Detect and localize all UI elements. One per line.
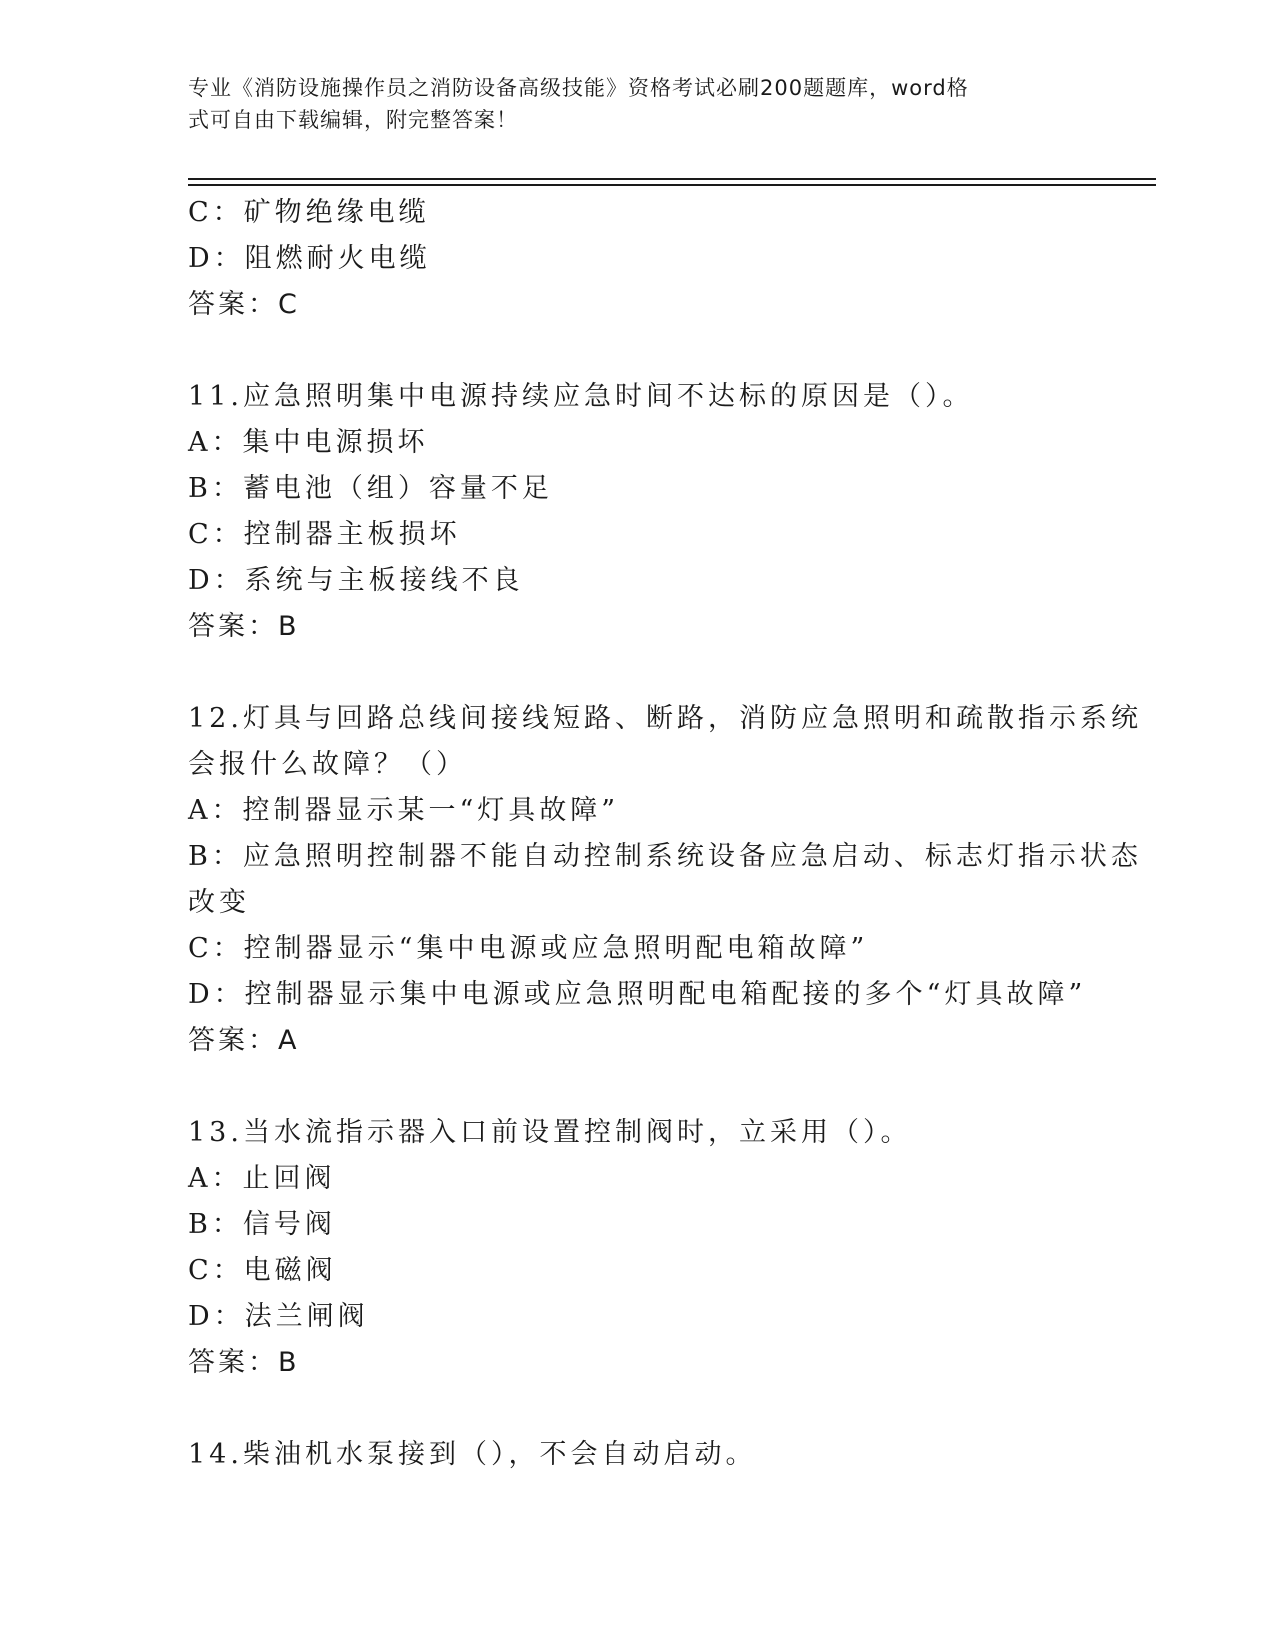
- option-c: C：控制器主板损坏: [188, 519, 461, 550]
- document-header: [188, 72, 1068, 136]
- answer: 答案：C: [188, 289, 300, 320]
- option-b: B：蓄电池（组）容量不足: [188, 473, 553, 504]
- header-line-2: 式可自由下载编辑，附完整答案！: [188, 108, 518, 132]
- option-c: C：电磁阀: [188, 1255, 337, 1286]
- question-text-line-1: 12.灯具与回路总线间接线短路、断路，消防应急照明和疏散指示系统: [188, 703, 1142, 734]
- question-text: 11.应急照明集中电源持续应急时间不达标的原因是（）。: [188, 381, 974, 412]
- question-13: [188, 1110, 1088, 1386]
- answer: 答案：B: [188, 611, 300, 642]
- spacer: [188, 1064, 1088, 1110]
- option-d: D：法兰闸阀: [188, 1301, 369, 1332]
- header-divider-bottom: [188, 184, 1156, 186]
- question-text-line-2: 会报什么故障？（）: [188, 749, 467, 780]
- answer: 答案：B: [188, 1347, 300, 1378]
- option-a: A：控制器显示某一“灯具故障”: [188, 795, 620, 826]
- option-a: A：止回阀: [188, 1163, 336, 1194]
- spacer: [188, 328, 1088, 374]
- option-d: D：系统与主板接线不良: [188, 565, 524, 596]
- answer: 答案：A: [188, 1025, 300, 1056]
- question-text: 14.柴油机水泵接到（），不会自动启动。: [188, 1439, 757, 1470]
- question-12: [188, 696, 1142, 1064]
- question-list: [188, 190, 1142, 1478]
- spacer: [188, 650, 1088, 696]
- question-14: [188, 1432, 1088, 1478]
- option-b: B：信号阀: [188, 1209, 336, 1240]
- option-b-line-1: B：应急照明控制器不能自动控制系统设备应急启动、标志灯指示状态: [188, 841, 1142, 872]
- option-d: D：控制器显示集中电源或应急照明配电箱配接的多个“灯具故障”: [188, 979, 1087, 1010]
- option-d: D：阻燃耐火电缆: [188, 243, 431, 274]
- option-a: A：集中电源损坏: [188, 427, 429, 458]
- question-10: [188, 190, 1088, 328]
- question-text: 13.当水流指示器入口前设置控制阀时，立采用（）。: [188, 1117, 912, 1148]
- header-divider-top: [188, 178, 1156, 180]
- option-b-line-2: 改变: [188, 887, 250, 918]
- spacer: [188, 1386, 1088, 1432]
- question-11: [188, 374, 1088, 650]
- option-c: C：控制器显示“集中电源或应急照明配电箱故障”: [188, 933, 869, 964]
- header-line-1: 专业《消防设施操作员之消防设备高级技能》资格考试必刷200题题库，word格: [188, 76, 969, 100]
- option-c: C：矿物绝缘电缆: [188, 197, 430, 228]
